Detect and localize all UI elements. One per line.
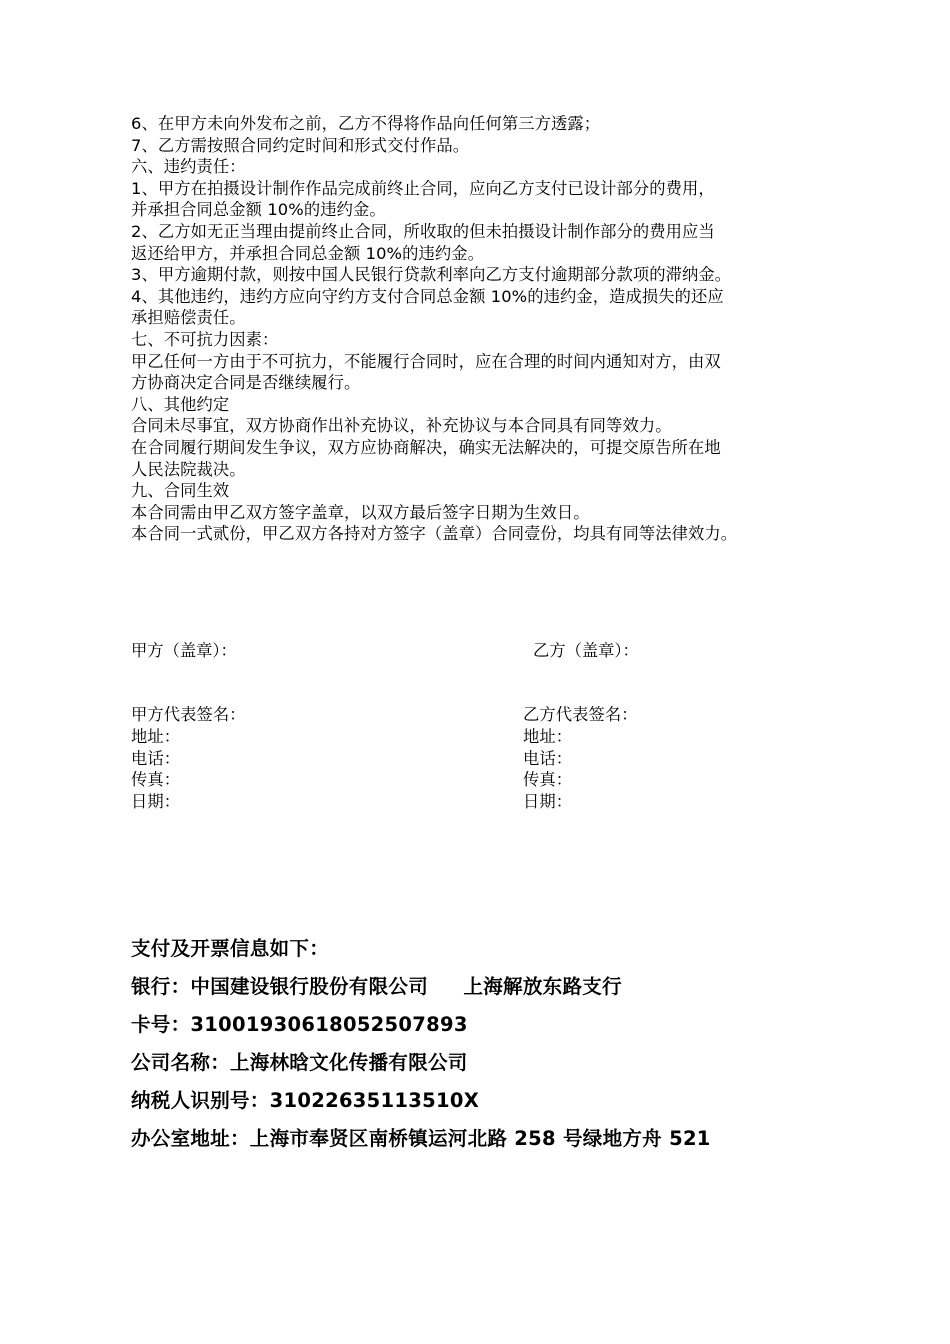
term-line: 在合同履行期间发生争议，双方应协商解决，确实无法解决的，可提交原告所在地 — [131, 437, 721, 457]
payment-heading: 支付及开票信息如下： — [131, 937, 330, 960]
party-b-date-label: 日期： — [523, 792, 573, 812]
contract-terms — [131, 113, 831, 545]
term-line: 合同未尽事宜，双方协商作出补充协议，补充协议与本合同具有同等效力。 — [131, 416, 672, 436]
party-b-seal-label: 乙方（盖章）： — [533, 641, 639, 660]
term-line: 返还给甲方，并承担合同总金额 10%的违约金。 — [131, 243, 485, 263]
term-line: 2、乙方如无正当理由提前终止合同，所收取的但未拍摄设计制作部分的费用应当 — [131, 221, 715, 241]
term-line: 人民法院裁决。 — [131, 459, 246, 479]
party-b-phone-label: 电话： — [523, 748, 573, 768]
term-line: 并承担合同总金额 10%的违约金。 — [131, 200, 386, 220]
section-heading-breach: 六、违约责任： — [131, 157, 246, 177]
payment-info — [131, 930, 711, 1158]
party-a-signature-block — [131, 704, 246, 813]
term-line: 1、甲方在拍摄设计制作作品完成前终止合同，应向乙方支付已设计部分的费用， — [131, 178, 715, 198]
term-line: 6、在甲方未向外发布之前，乙方不得将作品向任何第三方透露； — [131, 114, 601, 133]
party-b-signature-block — [523, 704, 638, 813]
party-b-rep-label: 乙方代表签名： — [523, 705, 638, 724]
payment-tax-id: 纳税人识别号：31022635113510X — [131, 1089, 480, 1112]
party-b-fax-label: 传真： — [523, 770, 573, 790]
party-b-address-label: 地址： — [523, 726, 573, 746]
term-line: 甲乙任何一方由于不可抗力，不能履行合同时，应在合理的时间内通知对方，由双 — [131, 351, 721, 371]
section-heading-other: 八、其他约定 — [131, 394, 230, 414]
party-a-rep-label: 甲方代表签名： — [131, 705, 246, 724]
term-line: 7、乙方需按照合同约定时间和形式交付作品。 — [131, 135, 470, 155]
term-line: 本合同需由甲乙双方签字盖章，以双方最后签字日期为生效日。 — [131, 502, 590, 522]
section-heading-force-majeure: 七、不可抗力因素： — [131, 329, 279, 349]
payment-company-name: 公司名称：上海林晗文化传播有限公司 — [131, 1051, 468, 1074]
section-heading-effect: 九、合同生效 — [131, 481, 230, 501]
party-a-address-label: 地址： — [131, 726, 181, 746]
party-a-fax-label: 传真： — [131, 770, 181, 790]
term-line: 方协商决定合同是否继续履行。 — [131, 373, 361, 393]
payment-bank: 银行：中国建设银行股份有限公司 上海解放东路支行 — [131, 975, 622, 998]
party-a-seal-label: 甲方（盖章）： — [131, 641, 237, 660]
payment-card-number: 卡号：31001930618052507893 — [131, 1013, 468, 1036]
term-line: 本合同一式贰份，甲乙双方各持对方签字（盖章）合同壹份，均具有同等法律效力。 — [131, 524, 738, 544]
term-line: 3、甲方逾期付款，则按中国人民银行贷款利率向乙方支付逾期部分款项的滞纳金。 — [131, 265, 732, 285]
party-a-date-label: 日期： — [131, 792, 181, 812]
term-line: 承担赔偿责任。 — [131, 308, 246, 328]
term-line: 4、其他违约，违约方应向守约方支付合同总金额 10%的违约金，造成损失的还应 — [131, 286, 724, 306]
payment-office-address: 办公室地址：上海市奉贤区南桥镇运河北路 258 号绿地方舟 521 — [131, 1127, 711, 1150]
party-a-phone-label: 电话： — [131, 748, 181, 768]
